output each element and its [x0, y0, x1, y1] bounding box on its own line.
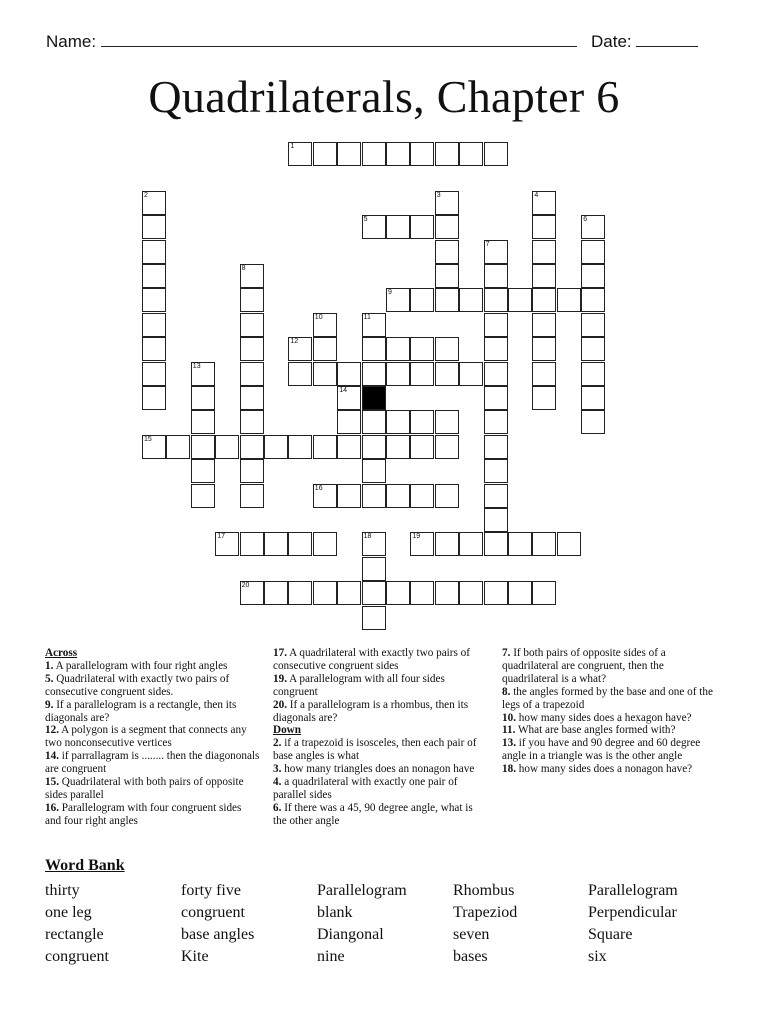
- clue-num: 15.: [45, 776, 59, 789]
- clue-number: 5: [363, 216, 368, 224]
- crossword-cell[interactable]: [532, 581, 556, 605]
- clue-text: A polygon is a segment that connects any two nonconsecutive vertices: [45, 724, 247, 750]
- crossword-cell[interactable]: [484, 362, 508, 386]
- crossword-cell[interactable]: [581, 215, 605, 239]
- across-clue: [273, 699, 488, 725]
- crossword-cell[interactable]: [362, 410, 386, 434]
- crossword-cell[interactable]: [240, 264, 264, 288]
- crossword-cell[interactable]: [142, 362, 166, 386]
- crossword-cell[interactable]: [557, 288, 581, 312]
- crossword-cell[interactable]: [532, 288, 556, 312]
- crossword-cell[interactable]: [240, 581, 264, 605]
- clue-text: if a trapezoid is isosceles, then each pair of base angles is what: [273, 737, 477, 763]
- crossword-cell[interactable]: [142, 215, 166, 239]
- date-label: Date:: [591, 32, 632, 51]
- clue-num: 17.: [273, 647, 287, 659]
- crossword-cell[interactable]: [484, 337, 508, 361]
- clue-number: 2: [144, 191, 148, 199]
- crossword-cell[interactable]: [142, 264, 166, 288]
- word-bank-word: thirty: [45, 882, 80, 899]
- crossword-cell[interactable]: [459, 362, 483, 386]
- clue-text: If a parallelogram is a rhombus, then its diagonals are?: [273, 698, 469, 724]
- crossword-cell[interactable]: [459, 142, 483, 166]
- crossword-cell[interactable]: [459, 532, 483, 556]
- clue-num: 8.: [502, 685, 511, 698]
- crossword-cell[interactable]: [337, 142, 361, 166]
- clue-number: 6: [583, 216, 588, 224]
- clue-number: 12: [290, 338, 299, 346]
- crossword-cell[interactable]: [532, 337, 556, 361]
- clue-num: 14.: [45, 750, 59, 763]
- crossword-cell[interactable]: [191, 484, 215, 508]
- clue-text: If a parallelogram is a rectangle, then its diagonals are?: [45, 698, 237, 724]
- crossword-cell[interactable]: [313, 484, 337, 508]
- clue-text: how many sides does a hexagon have?: [518, 711, 692, 724]
- crossword-cell[interactable]: [484, 386, 508, 410]
- crossword-cell[interactable]: [166, 435, 190, 459]
- crossword-cell[interactable]: [313, 532, 337, 556]
- crossword-cell[interactable]: [362, 142, 386, 166]
- clue-text: If there was a 45, 90 degree angle, what is the other angle: [273, 801, 473, 827]
- crossword-cell[interactable]: [410, 532, 434, 556]
- crossword-cell[interactable]: [191, 435, 215, 459]
- crossword-cell[interactable]: [313, 313, 337, 337]
- clue-text: the angles formed by the base and one of the legs of a trapezoid: [502, 685, 713, 711]
- crossword-cell[interactable]: [362, 337, 386, 361]
- crossword-cell[interactable]: [386, 410, 410, 434]
- clue-number: 7: [485, 240, 490, 248]
- clue-num: 4.: [273, 776, 282, 789]
- crossword-cell[interactable]: [435, 435, 459, 459]
- crossword-cell[interactable]: [386, 484, 410, 508]
- crossword-cell[interactable]: [215, 532, 239, 556]
- across-clue: [273, 647, 488, 673]
- crossword-cell[interactable]: [362, 215, 386, 239]
- crossword-cell[interactable]: [313, 362, 337, 386]
- clue-number: 17: [217, 533, 225, 541]
- word-bank-word: nine: [317, 948, 345, 965]
- crossword-cell[interactable]: [484, 459, 508, 483]
- down-clue: [273, 763, 488, 776]
- clue-number: 4: [534, 191, 539, 199]
- word-bank-word: blank: [317, 904, 353, 921]
- crossword-cell[interactable]: [386, 581, 410, 605]
- crossword-cell[interactable]: [459, 288, 483, 312]
- clue-text: how many sides does a nonagon have?: [518, 763, 693, 776]
- word-bank-word: Parallelogram: [588, 882, 678, 899]
- crossword-cell[interactable]: [362, 484, 386, 508]
- crossword-cell[interactable]: [337, 410, 361, 434]
- crossword-cell[interactable]: [532, 313, 556, 337]
- clue-number: 8: [241, 265, 246, 272]
- clue-text: a quadrilateral with exactly one pair of parallel sides: [273, 776, 458, 801]
- crossword-cell[interactable]: [581, 386, 605, 410]
- clue-num: 2.: [273, 737, 282, 750]
- clue-number: 16: [314, 484, 323, 492]
- crossword-cell[interactable]: [435, 581, 459, 605]
- clues-column-2: [273, 647, 488, 828]
- word-bank-word: Perpendicular: [588, 904, 677, 921]
- crossword-cell[interactable]: [313, 337, 337, 361]
- down-clue: [502, 763, 722, 776]
- clue-text: If both pairs of opposite sides of a quadrilateral are congruent, then the quadrilateral is a what?: [502, 647, 666, 685]
- clue-num: 5.: [45, 672, 54, 685]
- clue-num: 6.: [273, 801, 282, 814]
- clue-number: 19: [412, 533, 421, 541]
- clue-text: how many triangles does an nonagon have: [284, 763, 475, 776]
- crossword-cell[interactable]: [386, 337, 410, 361]
- word-bank-word: Kite: [181, 948, 209, 965]
- crossword-cell[interactable]: [532, 191, 556, 215]
- clue-num: 13.: [502, 737, 516, 750]
- clue-text: Parallelogram with four congruent sides and four right angles: [45, 801, 242, 827]
- crossword-cell[interactable]: [435, 240, 459, 264]
- crossword-cell[interactable]: [337, 581, 361, 605]
- crossword-cell[interactable]: [142, 435, 166, 459]
- crossword-cell[interactable]: [484, 581, 508, 605]
- clue-number: 3: [436, 191, 441, 199]
- crossword-cell[interactable]: [410, 484, 434, 508]
- word-bank-word: Rhombus: [453, 882, 515, 899]
- down-clue: [502, 712, 722, 725]
- crossword-cell[interactable]: [337, 484, 361, 508]
- word-bank-word: congruent: [181, 904, 245, 921]
- crossword-cell[interactable]: [264, 532, 288, 556]
- crossword-cell[interactable]: [532, 532, 556, 556]
- crossword-cell[interactable]: [240, 532, 264, 556]
- clue-text: A quadrilateral with exactly two pairs of consecutive congruent sides: [273, 647, 470, 672]
- word-bank-word: seven: [453, 926, 490, 943]
- clue-number: 1: [290, 143, 295, 150]
- crossword-cell[interactable]: [337, 386, 361, 410]
- crossword-cell[interactable]: [386, 435, 410, 459]
- crossword-cell[interactable]: [532, 362, 556, 386]
- crossword-cell[interactable]: [410, 435, 434, 459]
- crossword-cell[interactable]: [435, 142, 459, 166]
- crossword-cell[interactable]: [410, 362, 434, 386]
- clue-number: 14: [339, 387, 347, 394]
- crossword-cell[interactable]: [337, 435, 361, 459]
- crossword-cell[interactable]: [362, 362, 386, 386]
- crossword-cell[interactable]: [435, 484, 459, 508]
- crossword-cell[interactable]: [142, 337, 166, 361]
- crossword-cell[interactable]: [581, 362, 605, 386]
- crossword-cell[interactable]: [435, 362, 459, 386]
- clue-num: 9.: [45, 698, 54, 711]
- crossword-cell[interactable]: [410, 410, 434, 434]
- word-bank-word: one leg: [45, 904, 92, 921]
- crossword-cell[interactable]: [532, 386, 556, 410]
- crossword-cell[interactable]: [410, 215, 434, 239]
- down-clue: [502, 737, 722, 763]
- word-bank-word: Trapeziod: [453, 904, 518, 921]
- crossword-cell[interactable]: [435, 532, 459, 556]
- crossword-cell[interactable]: [288, 337, 312, 361]
- clue-number: 9: [388, 289, 392, 297]
- crossword-cell[interactable]: [459, 581, 483, 605]
- word-bank-word: congruent: [45, 948, 109, 965]
- clue-text: What are base angles formed with?: [517, 724, 676, 737]
- crossword-cell[interactable]: [240, 288, 264, 312]
- word-bank-column: [588, 880, 678, 968]
- down-clue: [273, 776, 488, 802]
- crossword-cell[interactable]: [484, 532, 508, 556]
- down-heading: Down: [273, 724, 301, 737]
- word-bank-word: Parallelogram: [317, 882, 407, 899]
- down-clue: [273, 802, 488, 828]
- clue-number: 13: [192, 362, 201, 370]
- down-clue: [502, 686, 722, 712]
- word-bank-word: Diangonal: [317, 926, 384, 943]
- crossword-cell[interactable]: [581, 288, 605, 312]
- crossword-cell[interactable]: [581, 313, 605, 337]
- clue-text: A parallelogram with four right angles: [55, 659, 228, 672]
- crossword-cell[interactable]: [362, 532, 386, 556]
- crossword-cell[interactable]: [240, 459, 264, 483]
- crossword-cell[interactable]: [557, 532, 581, 556]
- across-clue: [45, 750, 260, 776]
- crossword-cell[interactable]: [142, 386, 166, 410]
- word-bank-word: forty five: [181, 882, 241, 899]
- crossword-cell[interactable]: [288, 532, 312, 556]
- clue-num: 12.: [45, 724, 59, 737]
- crossword-cell[interactable]: [508, 532, 532, 556]
- crossword-cell[interactable]: [386, 362, 410, 386]
- word-bank-word: rectangle: [45, 926, 104, 943]
- word-bank-column: [317, 880, 407, 968]
- crossword-cell[interactable]: [484, 313, 508, 337]
- crossword-cell[interactable]: [581, 337, 605, 361]
- word-bank-word: six: [588, 948, 607, 965]
- word-bank-title: Word Bank: [45, 857, 125, 874]
- crossword-cell[interactable]: [484, 484, 508, 508]
- clue-number: 15: [144, 435, 152, 443]
- crossword-cell[interactable]: [191, 410, 215, 434]
- crossword-cell[interactable]: [191, 459, 215, 483]
- across-heading: Across: [45, 647, 78, 659]
- clue-num: 3.: [273, 763, 282, 776]
- crossword-cell[interactable]: [362, 557, 386, 581]
- crossword-cell[interactable]: [581, 410, 605, 434]
- crossword-cell[interactable]: [362, 581, 386, 605]
- clue-num: 18.: [502, 763, 516, 776]
- crossword-cell[interactable]: [142, 191, 166, 215]
- crossword-cell[interactable]: [386, 215, 410, 239]
- crossword-cell[interactable]: [435, 410, 459, 434]
- across-clue: [273, 673, 488, 699]
- crossword-cell[interactable]: [337, 362, 361, 386]
- clues-column-1: [45, 647, 260, 828]
- clues-column-3: [502, 647, 722, 776]
- crossword-cell[interactable]: [240, 435, 264, 459]
- word-bank-column: [45, 880, 109, 968]
- crossword-cell[interactable]: [386, 288, 410, 312]
- across-clue: [45, 724, 260, 750]
- word-bank-column: [181, 880, 254, 968]
- word-bank-word: base angles: [181, 926, 255, 943]
- clue-number: 10: [314, 313, 323, 321]
- crossword-cell[interactable]: [508, 581, 532, 605]
- black-cell: [362, 386, 386, 410]
- across-clue: [45, 699, 260, 725]
- crossword-cell[interactable]: [410, 581, 434, 605]
- clue-num: 16.: [45, 801, 59, 814]
- crossword-cell[interactable]: [532, 240, 556, 264]
- clue-text: if you have and 90 degree and 60 degree angle in a triangle was is the other angle: [502, 737, 701, 763]
- page-title: Quadrilaterals, Chapter 6: [148, 71, 620, 122]
- word-bank-word: bases: [453, 948, 488, 965]
- crossword-cell[interactable]: [435, 337, 459, 361]
- crossword-cell[interactable]: [240, 386, 264, 410]
- crossword-cell[interactable]: [581, 264, 605, 288]
- crossword-cell[interactable]: [410, 288, 434, 312]
- crossword-cell[interactable]: [484, 240, 508, 264]
- crossword-cell[interactable]: [435, 288, 459, 312]
- crossword-cell[interactable]: [362, 313, 386, 337]
- clue-num: 1.: [45, 659, 54, 672]
- clue-num: 19.: [273, 672, 287, 685]
- crossword-cell[interactable]: [288, 142, 312, 166]
- crossword-cell[interactable]: [532, 264, 556, 288]
- word-bank-word: Square: [588, 926, 633, 943]
- clue-text: A parallelogram with all four sides congruent: [273, 672, 445, 698]
- name-label: Name:: [46, 32, 97, 51]
- crossword-cell[interactable]: [142, 288, 166, 312]
- clue-number: 11: [363, 313, 371, 321]
- crossword-cell[interactable]: [191, 362, 215, 386]
- clue-text: Quadrilateral with exactly two pairs of consecutive congruent sides.: [45, 672, 230, 698]
- crossword-cell[interactable]: [142, 313, 166, 337]
- crossword-cell[interactable]: [313, 142, 337, 166]
- crossword-cell[interactable]: [484, 435, 508, 459]
- crossword-cell[interactable]: [362, 459, 386, 483]
- crossword-cell[interactable]: [362, 435, 386, 459]
- crossword-cell[interactable]: [435, 215, 459, 239]
- crossword-cell[interactable]: [240, 410, 264, 434]
- across-clue: [45, 776, 260, 802]
- crossword-cell[interactable]: [191, 386, 215, 410]
- crossword-cell[interactable]: [484, 264, 508, 288]
- crossword-cell[interactable]: [484, 288, 508, 312]
- crossword-cell[interactable]: [362, 606, 386, 630]
- crossword-cell[interactable]: [240, 362, 264, 386]
- clue-number: 18: [363, 533, 372, 541]
- crossword-cell[interactable]: [288, 435, 312, 459]
- clue-num: 11.: [502, 724, 516, 737]
- across-clue: [45, 802, 260, 828]
- crossword-cell[interactable]: [240, 313, 264, 337]
- crossword-cell[interactable]: [410, 142, 434, 166]
- across-clue: [45, 660, 260, 673]
- crossword-cell[interactable]: [386, 142, 410, 166]
- crossword-cell[interactable]: [264, 581, 288, 605]
- clue-text: Quadrilateral with both pairs of opposite sides parallel: [45, 776, 244, 801]
- crossword-cell[interactable]: [484, 508, 508, 532]
- crossword-cell[interactable]: [288, 362, 312, 386]
- clue-num: 10.: [502, 711, 516, 724]
- clue-num: 7.: [502, 647, 511, 659]
- word-bank-column: [453, 880, 517, 968]
- crossword-cell[interactable]: [240, 337, 264, 361]
- crossword-cell[interactable]: [435, 264, 459, 288]
- crossword-cell[interactable]: [264, 435, 288, 459]
- clue-num: 20.: [273, 698, 287, 711]
- down-clue: [502, 724, 722, 737]
- crossword-cell[interactable]: [410, 337, 434, 361]
- crossword-cell[interactable]: [313, 435, 337, 459]
- down-clue: [273, 737, 488, 763]
- crossword-cell[interactable]: [288, 581, 312, 605]
- crossword-cell[interactable]: [581, 240, 605, 264]
- crossword-cell[interactable]: [313, 581, 337, 605]
- crossword-cell[interactable]: [142, 240, 166, 264]
- down-clue: [502, 647, 722, 686]
- across-clue: [45, 673, 260, 699]
- crossword-cell[interactable]: [484, 142, 508, 166]
- clue-text: if parrallagram is ........ then the diagononals are congruent: [45, 750, 260, 776]
- crossword-cell[interactable]: [532, 215, 556, 239]
- crossword-cell[interactable]: [484, 410, 508, 434]
- clue-number: 20: [241, 582, 250, 590]
- crossword-cell[interactable]: [240, 484, 264, 508]
- crossword-cell[interactable]: [435, 191, 459, 215]
- crossword-cell[interactable]: [508, 288, 532, 312]
- crossword-cell[interactable]: [215, 435, 239, 459]
